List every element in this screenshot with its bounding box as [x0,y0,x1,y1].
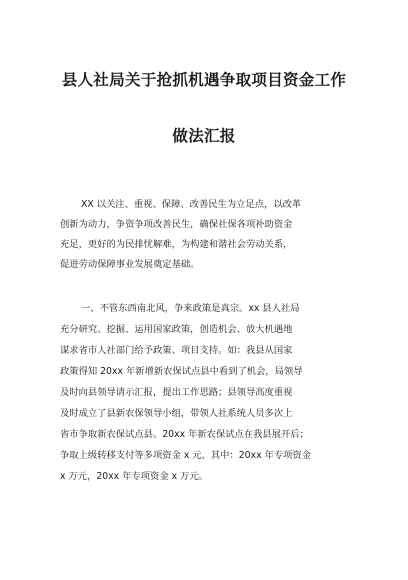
paragraph-1-line: XX 以关注、重视、保障、改善民生为立足点，以改革 [81,199,302,210]
paragraph-1-line: 创新为动力，争资争项改善民生，确保社保各项补助资金 [60,219,293,230]
paragraph-2-line: 争取上级转移支付等多项资金 x 元，其中：20xx 年专项资金 [60,450,312,461]
document-title-line-1: 县人社局关于抢抓机遇争取项目资金工作 [61,71,347,89]
paragraph-2-line: 政策得知 20xx 年新增新农保试点县中看到了机会，局领导 [60,366,303,377]
paragraph-2-line: x 万元，20xx 年专项资金 x 万元。 [60,471,208,482]
paragraph-2-line: 一、不管东西南北风，争来政策是真宗。xx 县人社局 [81,303,300,314]
paragraph-2-line: 及时成立了县新农保领导小组，带领人社系统人员多次上 [60,408,293,419]
paragraph-1-line: 充足，更好的为民排忧解难，为构建和谐社会劳动关系， [60,239,293,250]
paragraph-2-line: 谋求省市人社部门给予政策、项目支持。如：我县从国家 [60,345,293,356]
paragraph-2-line: 充分研究、挖掘、运用国家政策，创造机会、放大机遇地 [60,324,293,335]
paragraph-1-line: 促进劳动保障事业发展奠定基础。 [60,259,200,270]
document-title-line-2: 做法汇报 [172,127,236,145]
paragraph-2-line: 省市争取新农保试点县。20xx 年新农保试点在我县展开后； [60,429,309,440]
paragraph-2-line: 及时向县领导请示汇报，提出工作思路；县领导高度重视 [60,387,293,398]
